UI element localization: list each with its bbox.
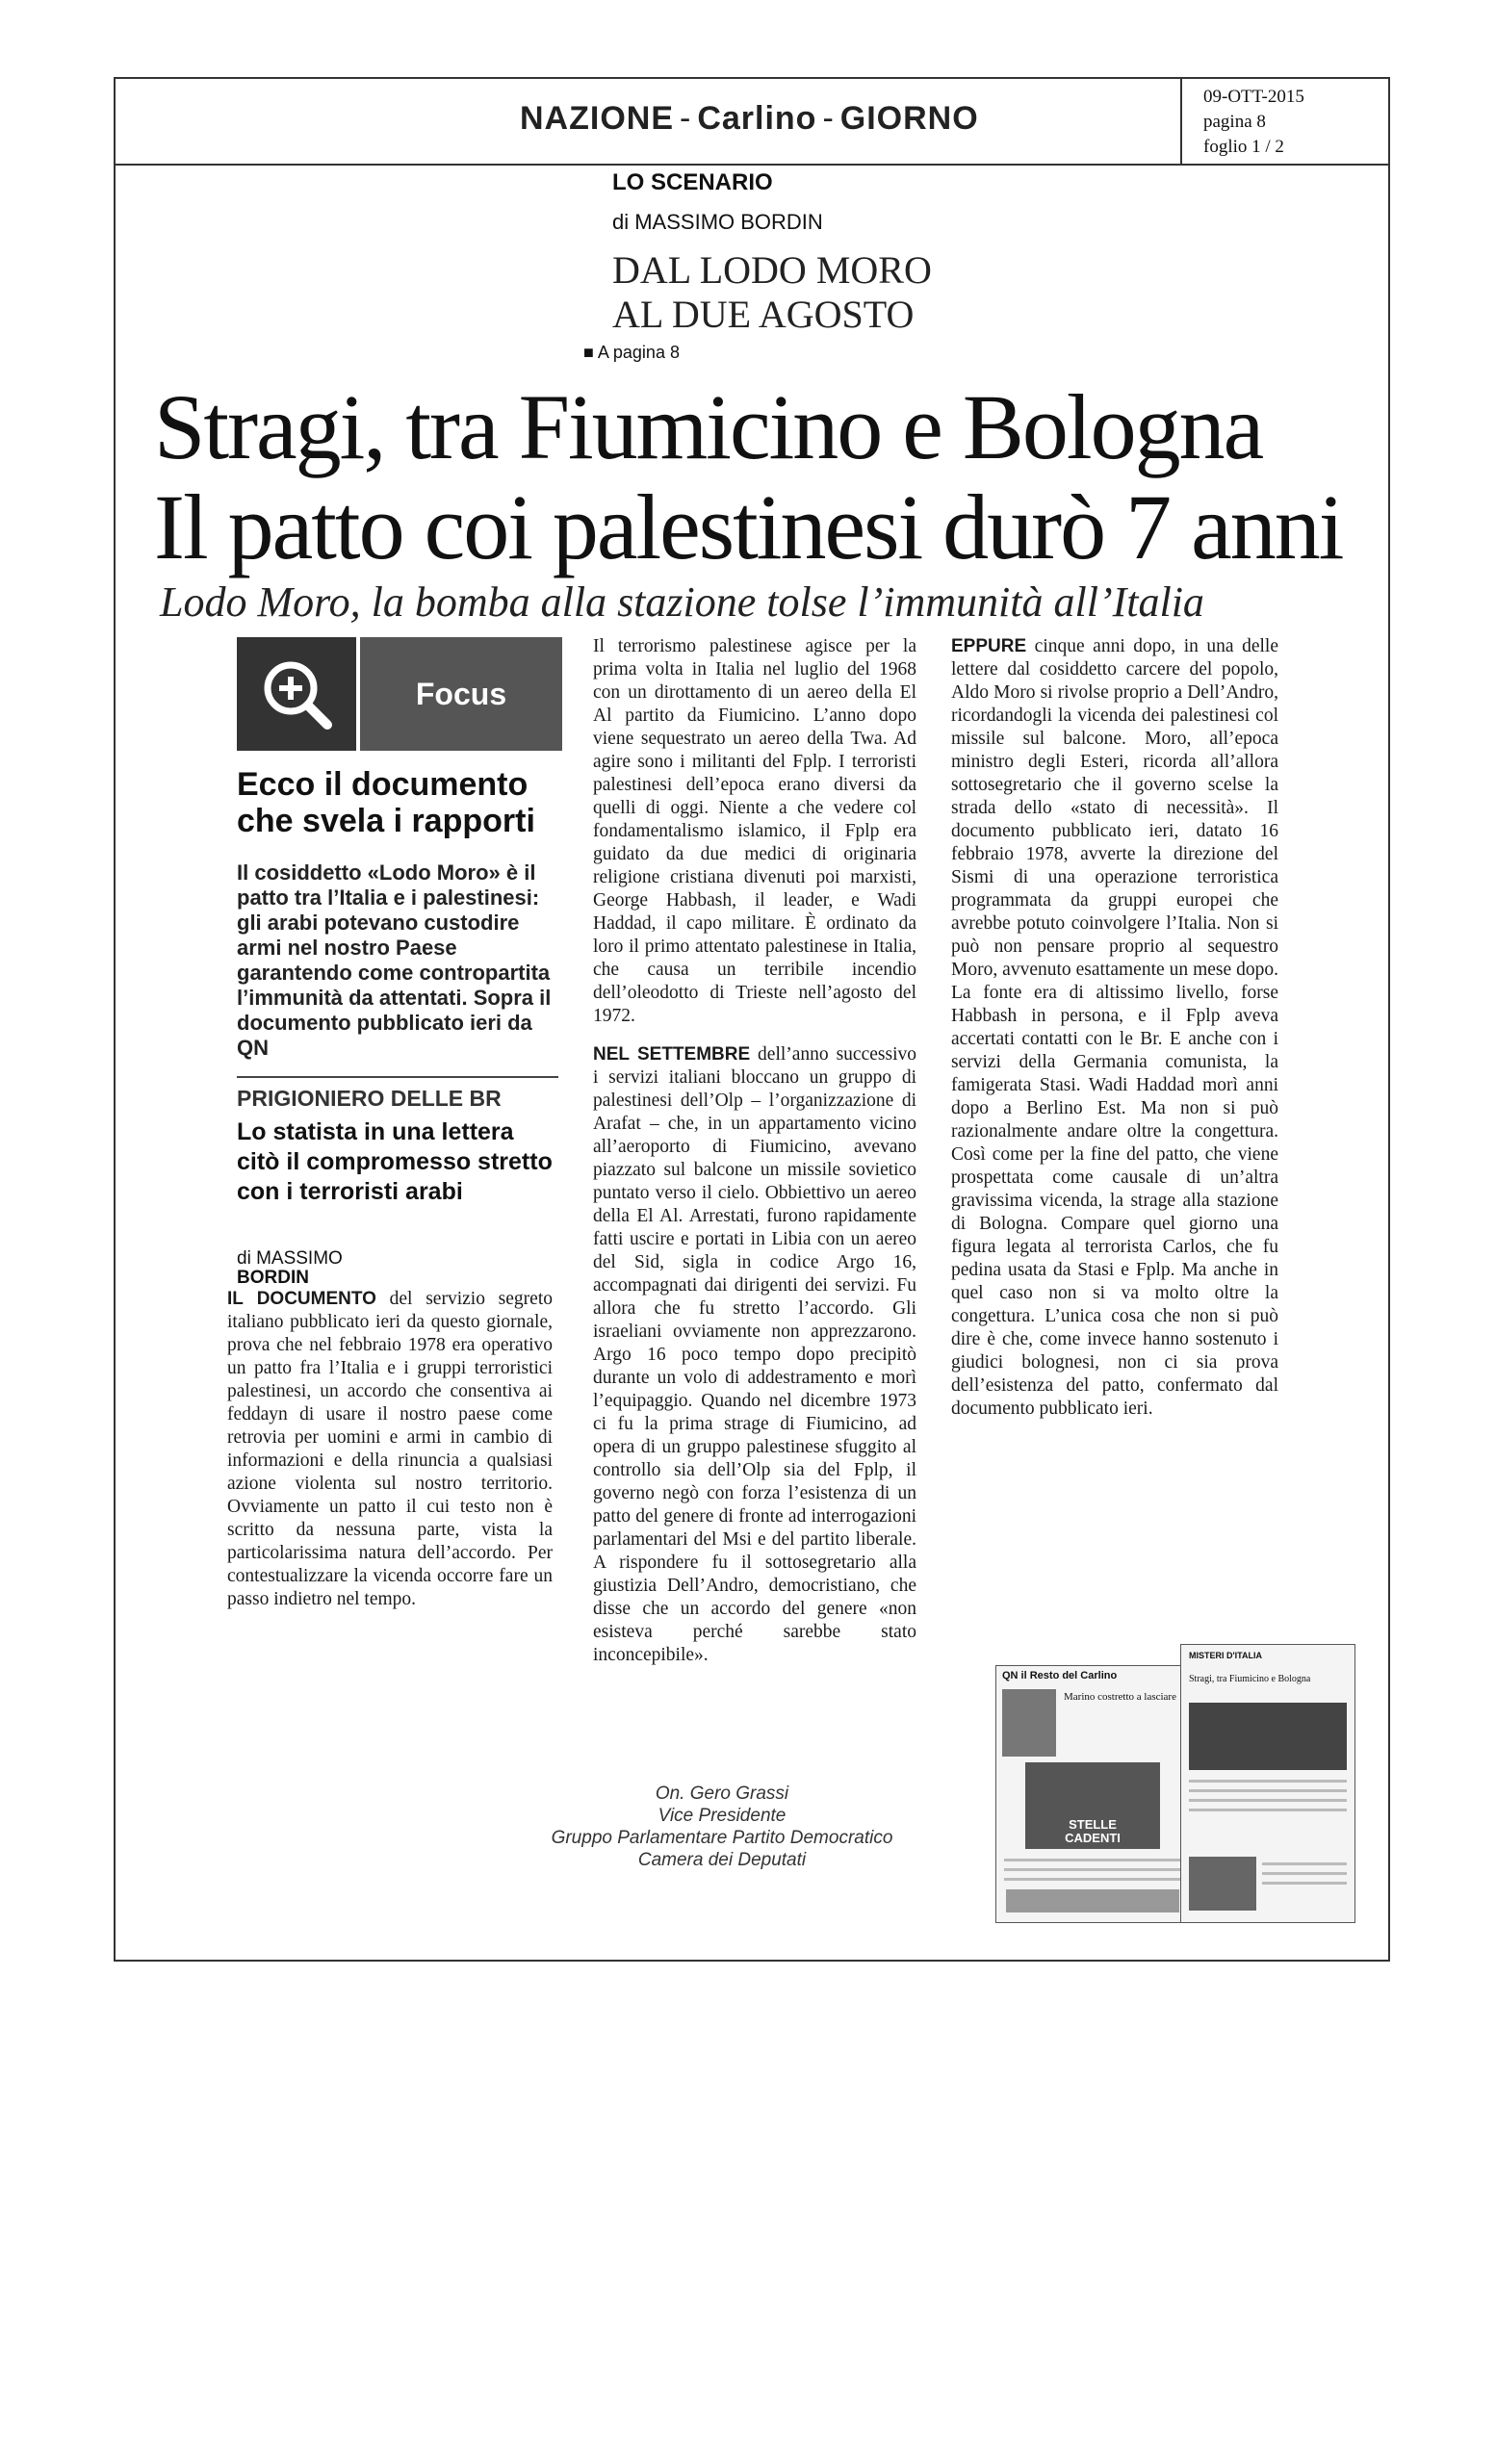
- sidebar-divider: [237, 1076, 558, 1078]
- thumbnail-photo: [1002, 1689, 1056, 1757]
- masthead: [520, 100, 979, 138]
- sidebar-lead: Il cosiddetto «Lodo Moro» è il patto tra l’Italia e i palestinesi: gli arabi potevano custodire armi nel nostro Paese garantendo come contropartita l’immunità da attentati. Sopra il documento pubblicato ieri da QN: [237, 860, 552, 1060]
- thumbnail-banner: STELLE CADENTI: [1065, 1817, 1121, 1845]
- masthead-separator: -: [680, 100, 692, 137]
- scenario-title-line1: DAL LODO MORO: [612, 248, 932, 292]
- inside-page-thumbnail: [1180, 1644, 1355, 1923]
- signature-name: On. Gero Grassi: [655, 1784, 789, 1804]
- thumbnail-caption: Stragi, tra Fiumicino e Bologna: [1189, 1674, 1311, 1684]
- magnifier-plus-icon: [237, 637, 356, 751]
- headline-line2: Il patto coi palestinesi durò 7 anni: [154, 475, 1343, 578]
- byline-line1: di MASSIMO: [237, 1248, 343, 1269]
- scenario-title-line2: AL DUE AGOSTO: [612, 293, 915, 336]
- masthead-separator: -: [822, 100, 835, 137]
- page-reference: [583, 343, 680, 363]
- sidebar-title: Ecco il documento che svela i rapporti: [237, 766, 535, 839]
- lead-in: IL DOCUMENTO: [227, 1289, 376, 1309]
- clipping-sheet: foglio 1 / 2: [1203, 137, 1284, 157]
- byline-line2: BORDIN: [237, 1268, 309, 1288]
- sidebar: [237, 766, 558, 1207]
- clipping-page: pagina 8: [1203, 112, 1266, 132]
- body-paragraph: Il terrorismo palestinese agisce per la prima volta in Italia nel luglio del 1968 con un dirottamento di un aereo della El Al partito da Fiumicino. L’anno dopo viene sequestrato un aereo della Twa. Ad agire sono i militanti del Fplp. I terroristi palestinesi dell’epoca erano diversi da quelli di oggi. Niente a che vedere col fondamentalismo islamico, il Fplp era guidato da due medici di originaria religione cristiana divenuti poi marxisti, George Habbash, il leader, e Wadi Haddad, il capo militare. È ordinato da loro il primo attentato palestinese in Italia, che causa un terribile incendio dell’oleodotto di Trieste nell’agosto del 1972.: [593, 636, 916, 1026]
- masthead-giorno: GIORNO: [839, 100, 979, 137]
- page-reference-text: A pagina 8: [597, 343, 680, 362]
- scenario-byline: di MASSIMO BORDIN: [612, 210, 823, 234]
- scenario-kicker: LO SCENARIO: [612, 169, 773, 195]
- focus-label: Focus: [415, 676, 507, 711]
- lead-in: EPPURE: [951, 636, 1027, 656]
- body-text: del servizio segreto italiano pubblicato ieri da questo giornale, prova che nel febbraio 1978 era operativo un patto fra l’Italia e i gruppi terroristici palestinesi, un accordo che consentiva ai feddayn di usare il nostro paese come retrovia per uomini e armi in cambio di informazioni e della rinuncia a qualsiasi azione violenta sul nostro territorio. Ovviamente un patto il cui testo non è scritto da nessuna parte, vista la particolarissima natura dell’accordo. Per contestualizzare la vicenda occorre fare un passo indietro nel tempo.: [227, 1289, 553, 1609]
- lead-in: NEL SETTEMBRE: [593, 1044, 751, 1065]
- thumbnail-photo: [1189, 1703, 1347, 1770]
- body-paragraph: [227, 1288, 553, 1611]
- body-column-3: [951, 635, 1278, 1421]
- clipping-meta: [1180, 77, 1390, 166]
- stamp-signature: [520, 1783, 924, 1871]
- sidebar-subtitle: Lo statista in una lettera citò il compromesso stretto con i terroristi arabi: [237, 1118, 553, 1205]
- masthead-carlino: Carlino: [697, 100, 817, 137]
- focus-label-box: [360, 637, 562, 751]
- masthead-nazione: NAZIONE: [520, 100, 674, 137]
- signature-group: Gruppo Parlamentare Partito Democratico: [551, 1828, 893, 1848]
- body-column-2: [593, 635, 916, 1667]
- clipping-date: 09-OTT-2015: [1203, 87, 1304, 107]
- body-text: cinque anni dopo, in una delle lettere dal cosiddetto carcere del popolo, Aldo Moro si rivolse proprio a Dell’Andro, ricordandogli la vicenda dei palestinesi col missile sul balcone. Moro, all’epoca ministro degli Esteri, ricorda all’allora sottosegretario che il governo scelse la strada dello «stato di necessità». Il documento pubblicato ieri, datato 16 febbraio 1978, avverte la direzione del Sismi di una operazione terroristica programmata da gruppi europei che avrebbe potuto coinvolgere l’Italia. Non si può non pensare proprio al sequestro Moro, avvenuto esattamente un mese dopo. La fonte era di altissimo livello, forse Habbash in persona, e il Fplp aveva accertati contatti con le Br. E anche con i servizi della Germania comunista, la famigerata Stasi. Wadi Haddad morì anni dopo a Berlino Est. Ma non si può razionalmente andare oltre la congettura. Così come per la fine del patto, che viene prospettata come causale di un’altra gravissima vicenda, la strage alla stazione di Bologna. Compare quel giorno una figura legata al terrorista Carlos, che fu pedina usata da Stasi e Fplp. Ma anche in quel caso non si va molto oltre la congettura. L’unica cosa che non si può dire è che, come invece hanno sostenuto i giudici bolognesi, non ci sia prova dell’esistenza del patto, confermato dal documento pubblicato ieri.: [951, 636, 1278, 1419]
- body-paragraph: [593, 1043, 916, 1667]
- headline-line1: Stragi, tra Fiumicino e Bologna: [154, 375, 1263, 478]
- body-paragraph: [951, 635, 1278, 1421]
- sidebar-kicker: PRIGIONIERO DELLE BR: [237, 1086, 502, 1111]
- headline: [154, 377, 1377, 578]
- body-text: dell’anno successivo i servizi italiani bloccano un gruppo di palestinesi dell’Olp – l’organizzazione di Arafat – che, in un appartamento vicino all’aeroporto di Fiumicino, avevano piazzato sul balcone un missile sovietico puntato verso il cielo. Obbiettivo un aereo della El Al. Arrestati, furono rapidamente fatti uscire e portati in Libia con un aereo del Sid, sigla in codice Argo 16, accompagnati dai dirigenti dei servizi. Fu allora che fu stretto l’accordo. Gli israeliani ovviamente non apprezzarono. Argo 16 poco tempo dopo precipitò durante un volo di addestramento e morì l’equipaggio. Quando nel dicembre 1973 ci fu la prima strage di Fiumicino, ad opera di un gruppo palestinese sfuggito al controllo sia dell’Olp sia del Fplp, il governo negò con forza l’esistenza di un patto del genere di fronte ad interrogazioni parlamentari del Msi e del partito liberale. A rispondere fu il sottosegretario alla giustizia Dell’Andro, democristiano, che disse che un accordo del genere «non esisteva perché sarebbe stato inconcepibile».: [593, 1044, 916, 1665]
- square-bullet-icon: ■: [583, 343, 594, 362]
- thumbnail-photo: [1006, 1889, 1179, 1912]
- thumbnail-masthead: QN il Resto del Carlino: [1002, 1670, 1118, 1681]
- focus-badge: [237, 637, 562, 751]
- thumbnail-photo: [1189, 1857, 1256, 1911]
- body-column-1: [227, 1288, 553, 1611]
- subheadline: Lodo Moro, la bomba alla stazione tolse l’immunità all’Italia: [160, 578, 1204, 626]
- front-page-thumbnail: [995, 1665, 1190, 1923]
- article-byline: [237, 1249, 343, 1288]
- thumbnail-masthead: MISTERI D'ITALIA: [1189, 1651, 1262, 1660]
- signature-chamber: Camera dei Deputati: [637, 1850, 807, 1870]
- thumbnail-caption: Marino costretto a lasciare: [1064, 1691, 1176, 1703]
- scenario-title: [612, 248, 932, 337]
- signature-role: Vice Presidente: [658, 1806, 787, 1826]
